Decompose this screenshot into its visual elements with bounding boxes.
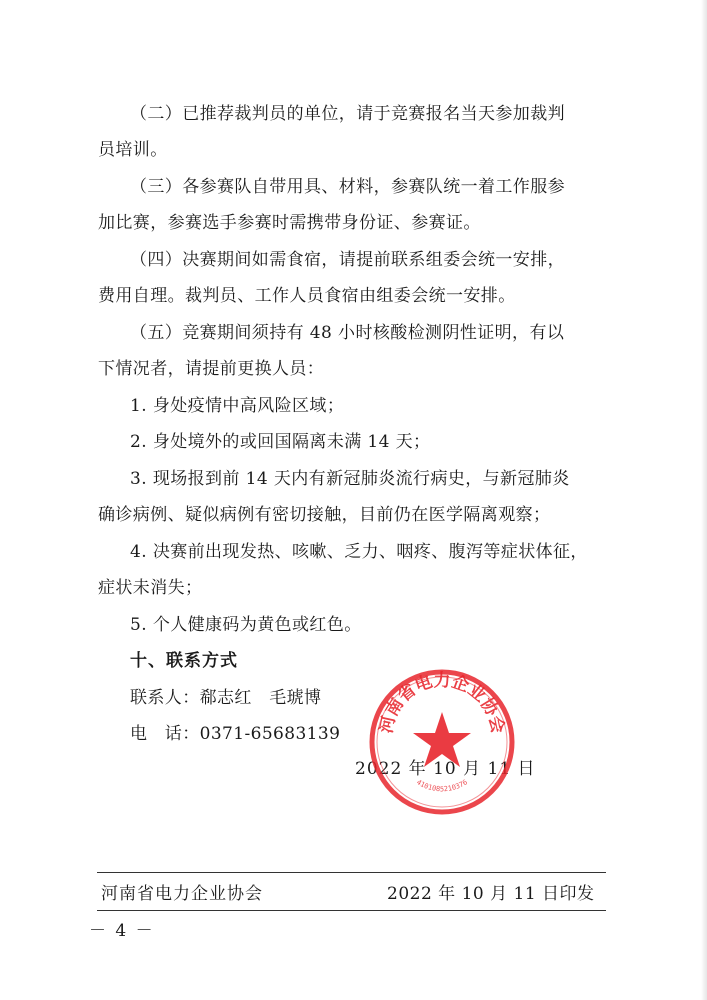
list-item: 症状未消失； (98, 578, 203, 598)
contact-people: 联系人：郗志红 毛琥博 (130, 688, 322, 708)
footer-org: 河南省电力企业协会 (101, 884, 263, 904)
para-line: （二）已推荐裁判员的单位，请于竞赛报名当天参加裁判 (130, 104, 565, 124)
para-line: 下情况者，请提前更换人员： (98, 359, 325, 379)
para-line: 加比赛，参赛选手参赛时需携带身份证、参赛证。 (98, 213, 481, 233)
list-item: 确诊病例、疑似病例有密切接触，目前仍在医学隔离观察； (98, 505, 551, 525)
svg-text:4101085210376: 4101085210376 (415, 778, 469, 794)
footer-bottom-rule (97, 910, 606, 911)
list-item: 3. 现场报到前 14 天内有新冠肺炎流行病史，与新冠肺炎 (130, 469, 570, 489)
para-line: 费用自理。裁判员、工作人员食宿由组委会统一安排。 (98, 286, 516, 306)
list-item: 2. 身处境外的或回国隔离未满 14 天； (130, 432, 431, 452)
para-line: （五）竞赛期间须持有 48 小时核酸检测阴性证明，有以 (130, 323, 565, 343)
list-item: 1. 身处疫情中高风险区域； (130, 396, 345, 416)
page-edge-shadow (701, 0, 707, 1000)
para-line: （四）决赛期间如需食宿，请提前联系组委会统一安排， (130, 250, 565, 270)
contact-phone: 电 话：0371-65683139 (130, 724, 341, 744)
list-item: 4. 决赛前出现发热、咳嗽、乏力、咽疼、腹泻等症状体征， (130, 542, 588, 562)
svg-text:河南省电力企业协会: 河南省电力企业协会 (376, 671, 508, 736)
list-item: 5. 个人健康码为黄色或红色。 (130, 615, 362, 635)
para-line: 员培训。 (98, 140, 168, 160)
footer-top-rule (97, 872, 606, 873)
para-line: （三）各参赛队自带用具、材料，参赛队统一着工作服参 (130, 177, 565, 197)
signature-date: 2022 年 10 月 11 日 (355, 759, 536, 779)
footer-print-date: 2022 年 10 月 11 日印发 (387, 884, 595, 904)
official-seal-icon (368, 668, 516, 816)
page-number: － 4 － (89, 921, 155, 941)
section-heading: 十、联系方式 (130, 651, 238, 671)
